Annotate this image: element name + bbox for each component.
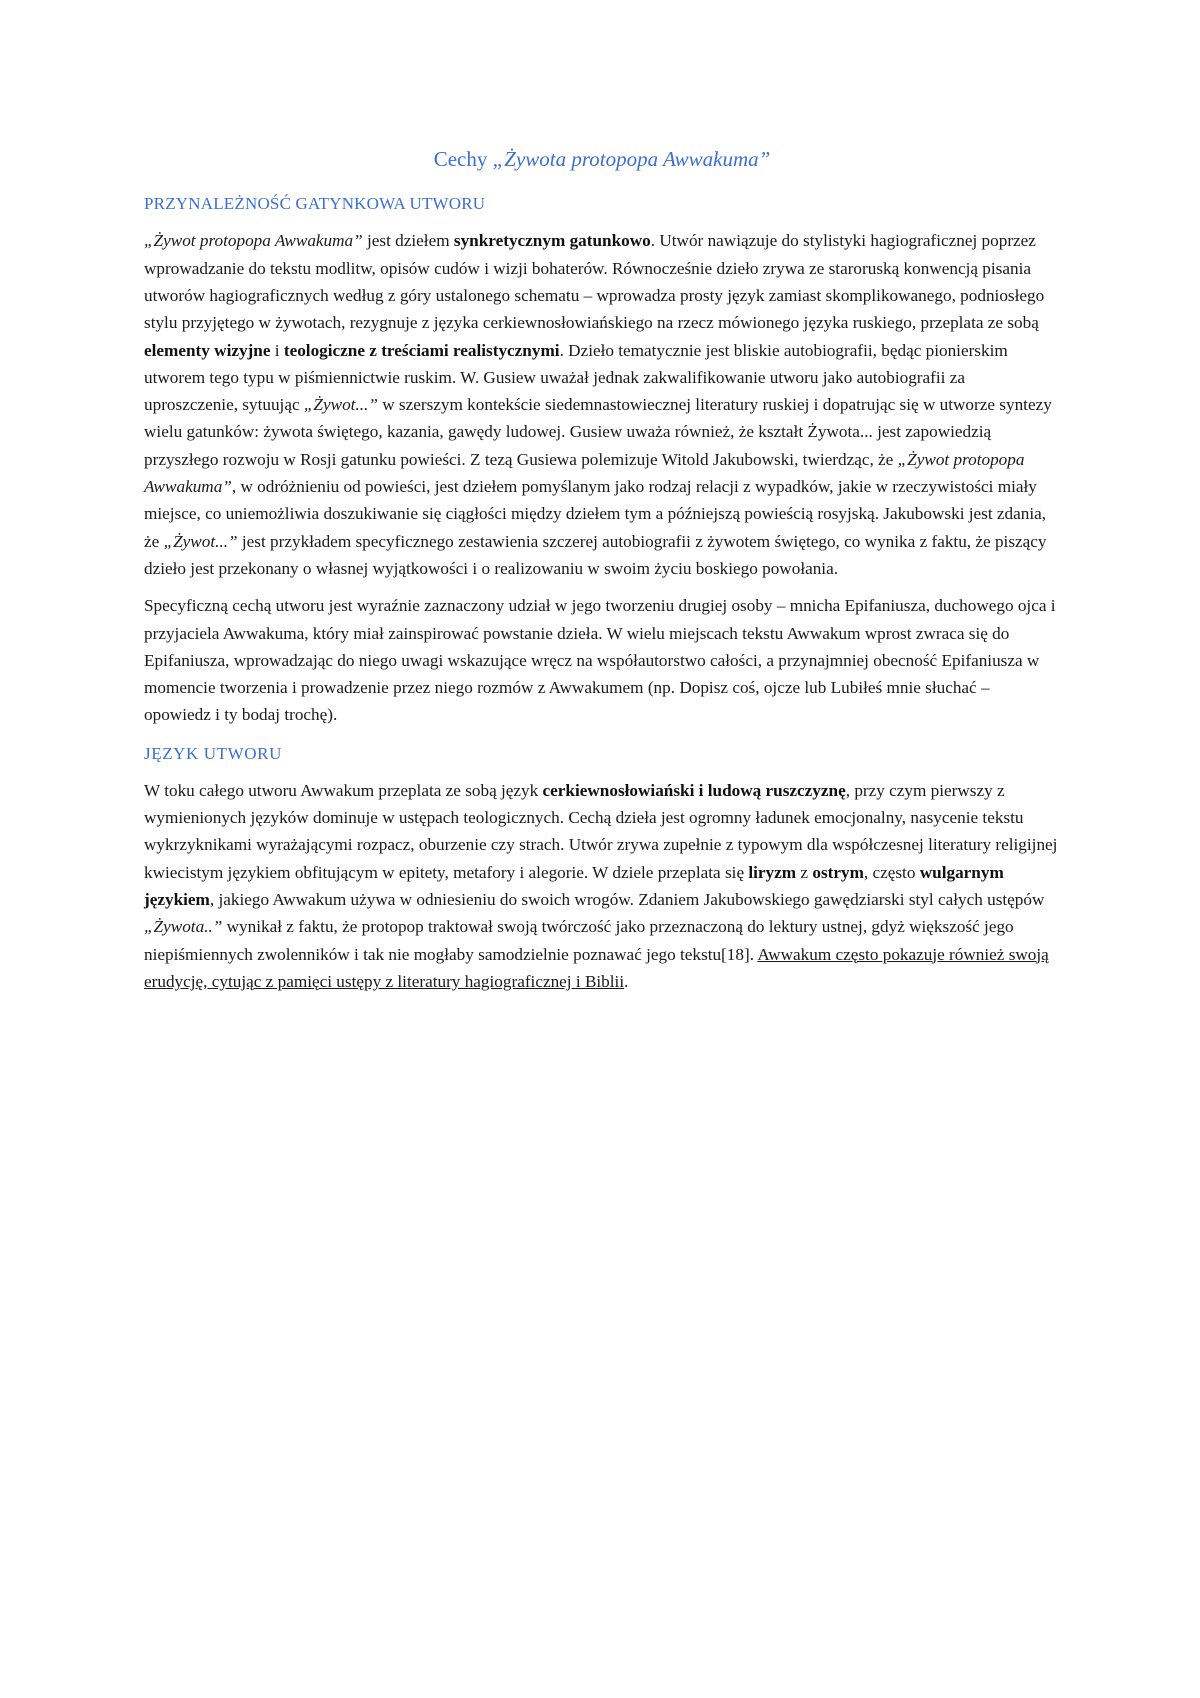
title-italic: „Żywota protopopa Awwakuma” bbox=[492, 147, 771, 171]
document-title bbox=[144, 146, 1060, 173]
text-run: i bbox=[270, 340, 284, 360]
text-run: ostrym bbox=[812, 862, 864, 882]
text-run: z bbox=[796, 862, 813, 882]
text-run: . Dzieło tematycznie jest bliskie autobiografii, będąc pionierskim utworem tego typu w piśmiennictwie ruskim. W. Gusiew uważał jednak zakwalifikowanie utworu jako autobiografii za uproszczenie, sytuując bbox=[144, 340, 1008, 415]
text-run: jest dziełem bbox=[362, 231, 454, 251]
text-run: W toku całego utworu Awwakum przeplata ze sobą język bbox=[144, 780, 543, 800]
text-run: . bbox=[624, 971, 629, 991]
paragraph bbox=[144, 227, 1060, 582]
paragraph bbox=[144, 592, 1060, 728]
text-run: synkretycznym gatunkowo bbox=[453, 231, 651, 251]
text-run: cerkiewnosłowiański i ludową ruszczyznę bbox=[542, 780, 846, 800]
text-run: liryzm bbox=[748, 862, 797, 882]
text-run: teologiczne z treściami realistycznymi bbox=[283, 340, 560, 360]
text-run: , przy czym pierwszy z wymienionych języków dominuje w ustępach teologicznych. Cechą dzieła jest ogromny ładunek emocjonalny, nasycenie tekstu wykrzyknikami wyrażającymi rozpacz, oburzenie czy strach. Utwór zrywa zupełnie z typowym dla współczesnej literatury religijnej kwiecistym językiem obfitującym w epitety, metafory i alegorie. W dziele przeplata się bbox=[144, 780, 1058, 882]
text-run: . Utwór nawiązuje do stylistyki hagiograficznej poprzez wprowadzanie do tekstu modlitw, opisów cudów i wizji bohaterów. Równocześnie dzieło zrywa ze staroruską konwencją pisania utworów hagiograficznych według z góry ustalonego schematu – wprowadza prosty język zamiast skomplikowanego, podniosłego stylu przyjętego w żywotach, rezygnuje z języka cerkiewnosłowiańskiego na rzecz mówionego języka ruskiego, przeplata ze sobą bbox=[144, 231, 1045, 333]
text-run: wynikał z faktu, że protopop traktował swoją twórczość jako przeznaczoną do lektury ustnej, gdyż większość jego niepiśmiennych zwolenników i tak nie mogłaby samodzielnie poznawać jego tekstu[18]. bbox=[144, 917, 1014, 964]
text-run: „Żywot...” bbox=[303, 395, 378, 415]
section-heading-language: JĘZYK UTWORU bbox=[144, 743, 282, 763]
title-prefix: Cechy bbox=[433, 147, 493, 171]
text-run: w szerszym kontekście siedemnastowiecznej literatury ruskiej i dopatrując się w utworze syntezy wielu gatunków: żywota świętego, kazania, gawędy ludowej. Gusiew uważa również, że kształt Żywota... jest zapowiedzią przyszłego rozwoju w Rosji gatunku powieści. Z tezą Gusiewa polemizuje Witold Jakubowski, twierdząc, że bbox=[144, 395, 1052, 469]
paragraph bbox=[144, 777, 1060, 995]
text-run: „Żywot protopopa Awwakuma” bbox=[144, 231, 363, 251]
text-run: , w odróżnieniu od powieści, jest dziełem pomyślanym jako rodzaj relacji z wypadków, jakie w rzeczywistości miały miejsce, co uniemożliwia doszukiwanie się ciągłości między dziełem tym a późniejszą powieścią rosyjską. Jakubowski jest zdania, że bbox=[144, 477, 1047, 551]
text-run: elementy wizyjne bbox=[144, 340, 271, 360]
text-run: , jakiego Awwakum używa w odniesieniu do swoich wrogów. Zdaniem Jakubowskiego gawędziarski styl całych ustępów bbox=[209, 890, 1045, 910]
text-run: Specyficzną cechą utworu jest wyraźnie zaznaczony udział w jego tworzeniu drugiej osoby – mnicha Epifaniusza, duchowego ojca i przyjaciela Awwakuma, który miał zainspirować powstanie dzieła. W wielu miejscach tekstu Awwakum wprost zwraca się do Epifaniusza, wprowadzając do niego uwagi wskazujące wręcz na współautorstwo całości, a przynajmniej obecność Epifaniusza w momencie tworzenia i prowadzenie przez niego rozmów z Awwakumem (np. Dopisz coś, ojcze lub Lubiłeś mnie słuchać – opowiedz i ty bodaj trochę). bbox=[144, 596, 1056, 725]
text-run: „Żywot protopopa Awwakuma” bbox=[144, 449, 1025, 497]
text-run: wulgarnym językiem bbox=[144, 862, 1004, 910]
text-run: „Żywota..” bbox=[144, 917, 223, 937]
text-run: „Żywot...” bbox=[163, 531, 238, 551]
text-run: jest przykładem specyficznego zestawienia szczerej autobiografii z żywotem świętego, co wynika z faktu, że piszący dzieło jest przekonany o własnej wyjątkowości i o realizowaniu w swoim życiu boskiego powołania. bbox=[144, 531, 1047, 578]
text-run: , często bbox=[863, 862, 920, 882]
text-run: Awwakum często pokazuje również swoją erudycję, cytując z pamięci ustępy z literatury hagiograficznej i Biblii bbox=[144, 944, 1049, 991]
section-heading-genre: PRZYNALEŻNOŚĆ GATYNKOWA UTWORU bbox=[144, 194, 486, 214]
